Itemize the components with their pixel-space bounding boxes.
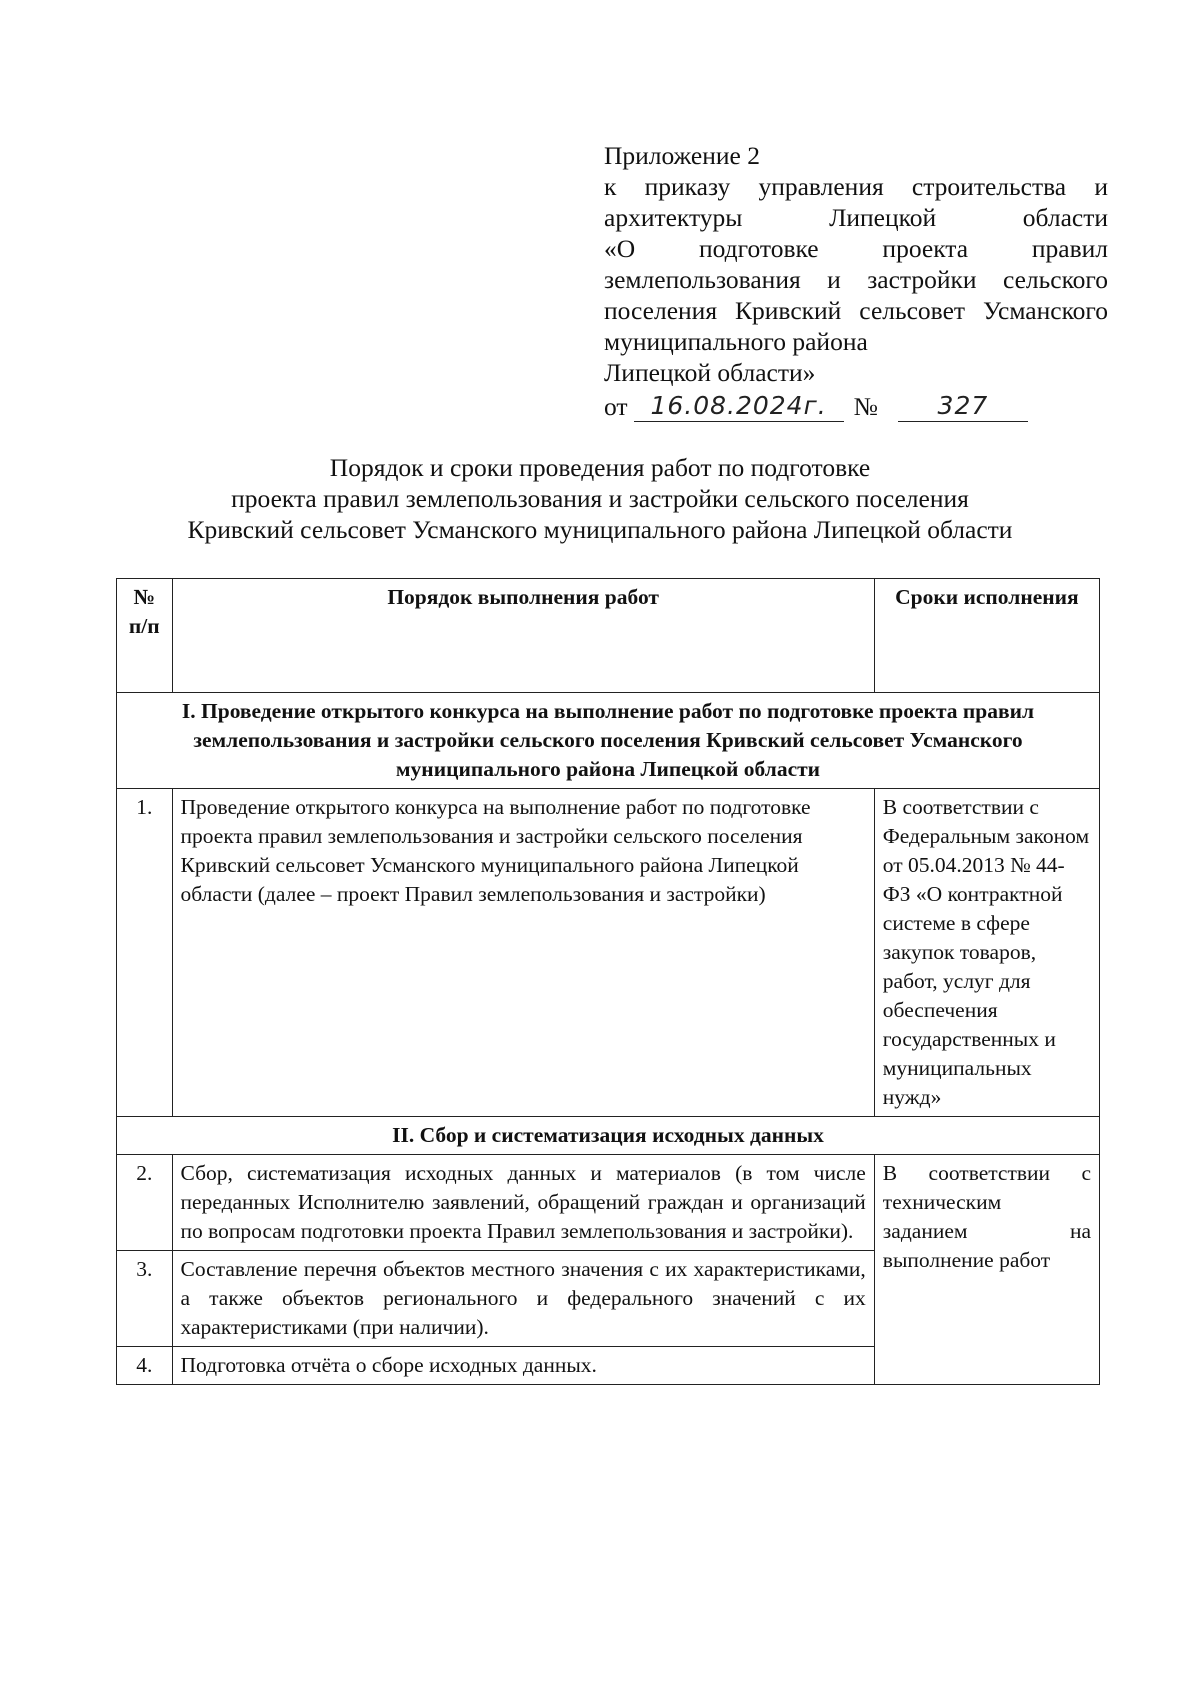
- title-line: Порядок и сроки проведения работ по подготовке: [329, 453, 871, 482]
- appendix-line: «О подготовке проекта правил: [604, 234, 1108, 263]
- appendix-line: к приказу управления строительства и: [604, 172, 1108, 201]
- table-header-row: [117, 579, 1100, 693]
- row-term: В соответствии с Федеральным законом от 05.04.2013 № 44-ФЗ «О контрактной системе в сфере закупок товаров, работ, услуг для обеспечения государственных и муниципальных нужд»: [874, 789, 1099, 1117]
- row-number: 4.: [117, 1347, 173, 1385]
- document-title: [60, 452, 1140, 545]
- section-2-heading: II. Сбор и систематизация исходных данных: [117, 1117, 1100, 1155]
- section-row: [117, 1117, 1100, 1155]
- appendix-line: муниципального района: [604, 327, 868, 356]
- header-term: Сроки исполнения: [874, 579, 1099, 693]
- appendix-line: землепользования и застройки сельского: [604, 265, 1108, 294]
- appendix-line: Липецкой области»: [604, 358, 816, 387]
- header-work: Порядок выполнения работ: [172, 579, 874, 693]
- section-row: [117, 693, 1100, 789]
- header-number: № п/п: [117, 579, 173, 693]
- table-row: [117, 789, 1100, 1117]
- row-work: Подготовка отчёта о сборе исходных данных.: [172, 1347, 874, 1385]
- row-work: Составление перечня объектов местного значения с их характеристиками, а также объектов регионального и федерального значений с их характеристиками (при наличии).: [172, 1251, 874, 1347]
- row-work: Проведение открытого конкурса на выполнение работ по подготовке проекта правил землепользования и застройки сельского поселения Кривский сельсовет Усманского муниципального района Липецкой области (далее – проект Правил землепользования и застройки): [172, 789, 874, 1117]
- number-prefix: №: [853, 392, 878, 421]
- handwritten-date: 16.08.2024г.: [634, 390, 844, 422]
- work-schedule-table: [116, 578, 1100, 1385]
- section-1-heading: I. Проведение открытого конкурса на выполнение работ по подготовке проекта правил землепользования и застройки сельского поселения Кривский сельсовет Усманского муниципального района Липецкой области: [117, 693, 1100, 789]
- title-line: проекта правил землепользования и застройки сельского поселения: [231, 484, 969, 513]
- row-term: В соответствии с техническим заданием на выполнение работ: [874, 1155, 1099, 1385]
- row-number: 3.: [117, 1251, 173, 1347]
- appendix-block: [604, 140, 1108, 422]
- order-date-number-row: [604, 390, 1108, 422]
- handwritten-number: 327: [898, 390, 1028, 422]
- date-prefix: от: [604, 392, 628, 421]
- appendix-line: поселения Кривский сельсовет Усманского: [604, 296, 1108, 325]
- appendix-heading: Приложение 2: [604, 141, 760, 170]
- row-number: 1.: [117, 789, 173, 1117]
- title-line: Кривский сельсовет Усманского муниципального района Липецкой области: [187, 515, 1013, 544]
- row-number: 2.: [117, 1155, 173, 1251]
- row-work: Сбор, систематизация исходных данных и материалов (в том числе переданных Исполнителю заявлений, обращений граждан и организаций по вопросам подготовки проекта Правил землепользования и застройки).: [172, 1155, 874, 1251]
- table-row: [117, 1155, 1100, 1251]
- appendix-line: архитектуры Липецкой области: [604, 203, 1108, 232]
